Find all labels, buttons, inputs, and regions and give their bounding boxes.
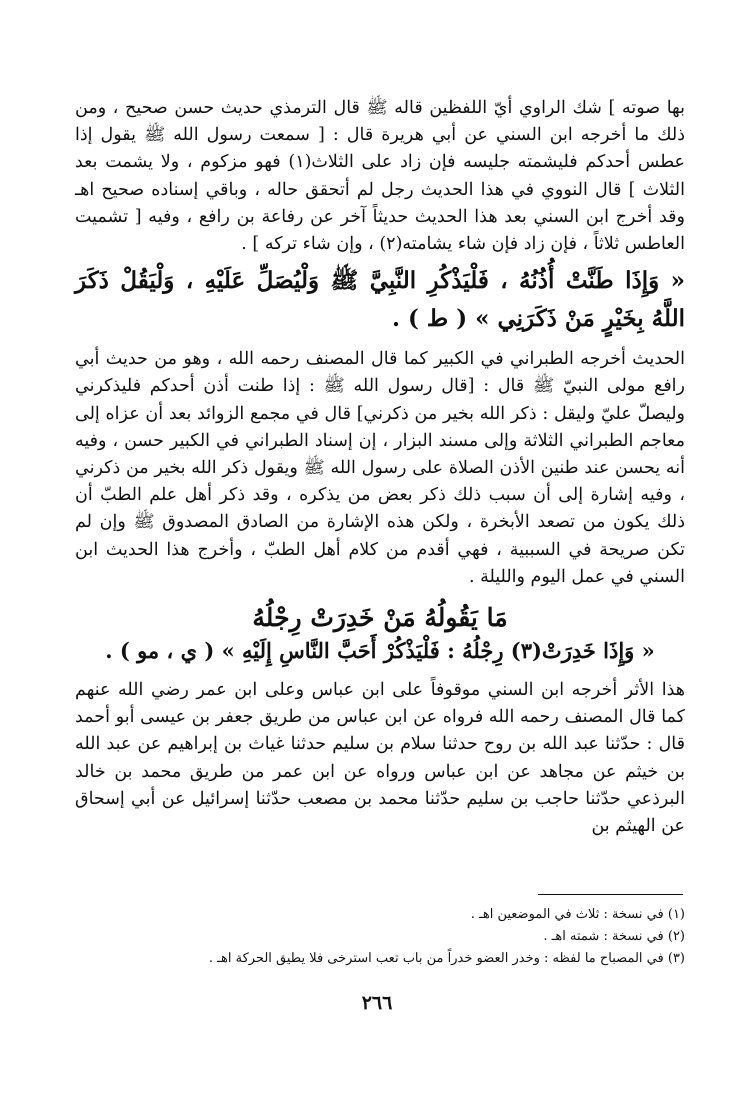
paragraph-numb-foot-commentary: هذا الأثر أخرجه ابن السني موقوفاً على ابن عباس وعلى ابن عمر رضي الله عنهم كما قال المصنف رحمه الله فرواه عن ابن عباس من طريق جعفر بن عيسى أبو أحمد قال : حدّثنا عبد الله بن روح حدثنا سلام بن سليم حدثنا غياث بن إبراهيم عن عبد الله بن خيثم عن مجاهد عن ابن عباس ورواه عن ابن عمر من طريق محمد بن خالد البرذعي حدّثنا حاجب بن سليم حدّثنا محمد بن مصعب حدّثنا إسرائيل عن أبي إسحاق عن الهيثم بن: [75, 680, 685, 837]
paragraph-ear-ringing-commentary: الحديث أخرجه الطبراني في الكبير كما قال المصنف رحمه الله ، وهو من حديث أبي رافع مولى النبيّ ﷺ قال : [قال رسول الله ﷺ : إذا طنت أذن أحدكم فليذكرني وليصلّ عليّ وليقل : ذكر الله بخير من ذكرني] قال في مجمع الزوائد بعد أن عزاه إلى معاجم الطبراني الثلاثة وإلى مسند البزار ، إن إسناد الطبراني في الكبير حسن ، وفيه أنه يحسن عند طنين الأذن الصلاة على رسول الله ﷺ ويقول ذكر الله بخير من ذكرني ، وفيه إشارة إلى أن سبب ذلك ذكر بعض من يذكره ، وقد ذكر أهل علم الطبّ أن ذلك يكون من تصعد الأبخرة ، ولكن هذه الإشارة من الصادق المصدوق ﷺ وإن لم تكن صريحة في السببية ، فهي أقدم من كلام أهل الطبّ ، وأخرج هذا الحديث ابن السني في عمل اليوم والليلة .: [75, 349, 685, 587]
section-heading: مَا يَقُولُهُ مَنْ خَدِرَتْ رِجْلُهُ: [252, 603, 508, 633]
footnote-3: (٣) في المصباح ما لفظه : وخدر العضو خدراً من باب تعب استرخى فلا يطيق الحركة اهـ .: [208, 951, 685, 966]
hadith-ear-ringing: « وَإِذَا طَنَّتْ أُذُنُهُ ، فَلْيَذْكُرِ النَّبِيَّ ﷺ وَلْيُصَلِّ عَلَيْهِ ، وَلْيَقُلْ ذَكَرَ اللَّهُ بِخَيْرٍ مَنْ ذَكَرَنِي » ( ط ) .: [75, 267, 685, 333]
page-number: ٢٦٦: [361, 992, 393, 1014]
hadith-numb-foot: « وَإِذَا خَدِرَتْ(٣) رِجْلُهُ : فَلْيَذْكُرْ أَحَبَّ النَّاسِ إِلَيْهِ » ( ي ، مو ) .: [105, 638, 655, 664]
footnotes: [160, 904, 685, 970]
footnote-separator: [538, 894, 683, 895]
footnote-2: (٢) في نسخة : شمته اهـ .: [543, 929, 685, 944]
paragraph-sneezing: بها صوته ] شك الراوي أيّ اللفظين قاله ﷺ قال الترمذي حديث حسن صحيح ، ومن ذلك ما أخرجه ابن السني عن أبي هريرة قال : [ سمعت رسول الله ﷺ يقول إذا عطس أحدكم فليشمته جليسه فإن زاد على الثلاث(١) فهو مزكوم ، ولا يشمت بعد الثلاث ] قال النووي في هذا الحديث رجل لم أتحقق حاله ، وباقي إسناده صحيح اهـ وقد أخرج ابن السني بعد هذا الحديث حديثاً آخر عن رفاعة بن رافع ، وفيه [ تشميت العاطس ثلاثاً ، فإن زاد فإن شاء يشامته(٢) ، وإن شاء تركه ] .: [75, 98, 685, 255]
page-body: [75, 95, 685, 840]
footnote-1: (١) في نسخة : ثلاث في الموضعين اهـ .: [470, 907, 685, 922]
